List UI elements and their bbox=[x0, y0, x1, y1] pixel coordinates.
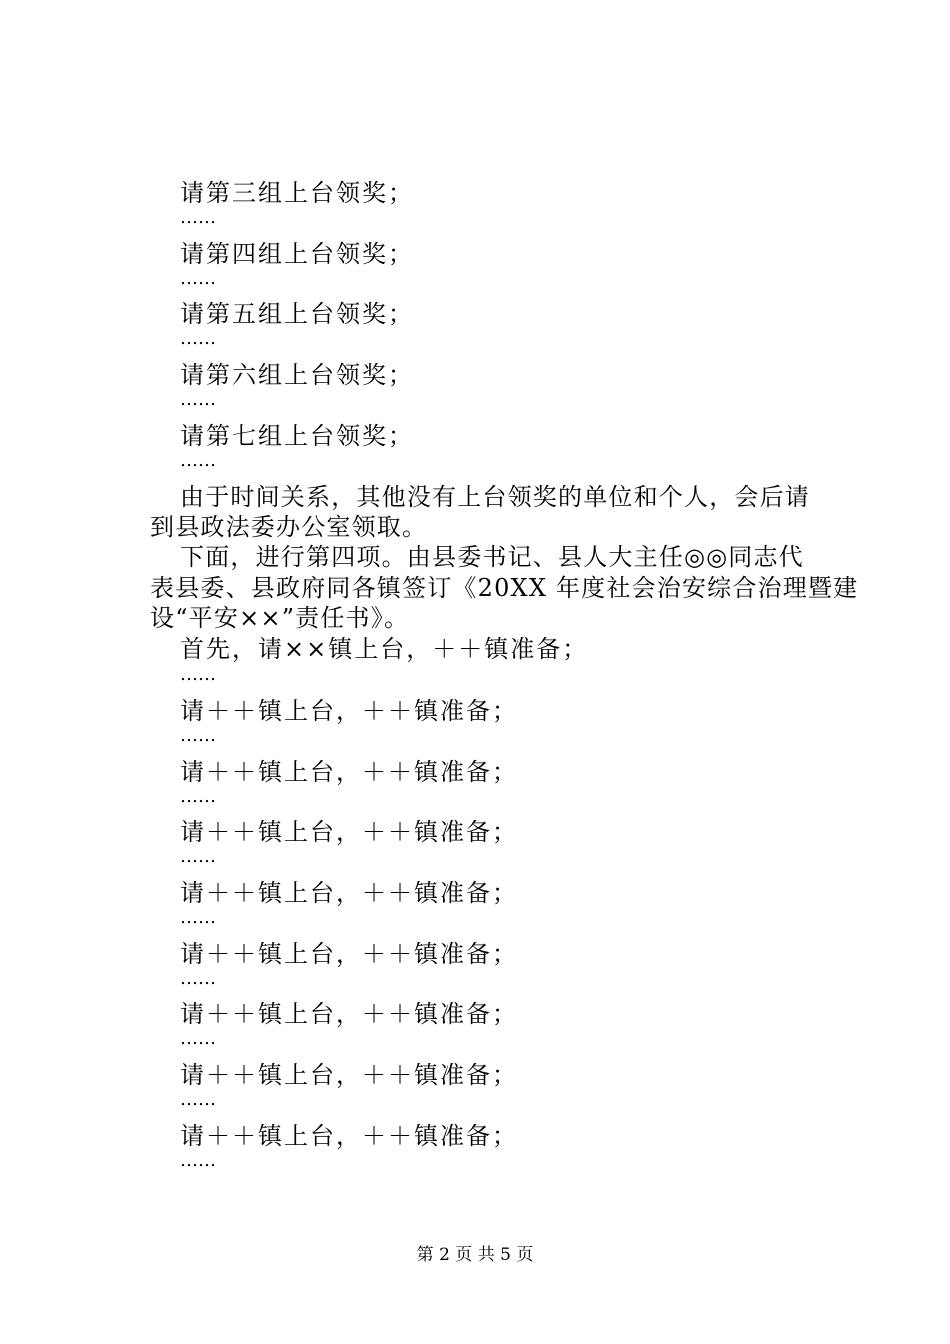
ellipsis-line: …… bbox=[180, 725, 216, 746]
ellipsis-line: …… bbox=[180, 207, 216, 228]
ellipsis-line: …… bbox=[180, 1150, 216, 1171]
text-line: 请＋＋镇上台，＋＋镇准备； bbox=[180, 818, 518, 846]
text-line: 请第三组上台领奖； bbox=[180, 179, 414, 207]
paragraph-line: 到县政法委办公室领取。 bbox=[150, 513, 428, 541]
paragraph-line: 设“平安××”责任书》。 bbox=[150, 604, 410, 632]
text-line: 请＋＋镇上台，＋＋镇准备； bbox=[180, 940, 518, 968]
text-line: 首先，请××镇上台，＋＋镇准备； bbox=[180, 635, 589, 663]
page-footer: 第 2 页 共 5 页 bbox=[416, 1245, 534, 1265]
ellipsis-line: …… bbox=[180, 968, 216, 989]
ellipsis-line: …… bbox=[180, 1028, 216, 1049]
ellipsis-line: …… bbox=[180, 1089, 216, 1110]
text-line: 请＋＋镇上台，＋＋镇准备； bbox=[180, 758, 518, 786]
text-line: 请第六组上台领奖； bbox=[180, 361, 414, 389]
ellipsis-line: …… bbox=[180, 268, 216, 289]
text-line: 请第七组上台领奖； bbox=[180, 422, 414, 450]
ellipsis-line: …… bbox=[180, 450, 216, 471]
text-line: 请第五组上台领奖； bbox=[180, 300, 414, 328]
text-line: 请＋＋镇上台，＋＋镇准备； bbox=[180, 1000, 518, 1028]
ellipsis-line: …… bbox=[180, 786, 216, 807]
text-line: 请第四组上台领奖； bbox=[180, 240, 414, 268]
text-line: 请＋＋镇上台，＋＋镇准备； bbox=[180, 879, 518, 907]
ellipsis-line: …… bbox=[180, 846, 216, 867]
text-line: 请＋＋镇上台，＋＋镇准备； bbox=[180, 1061, 518, 1089]
text-line: 请＋＋镇上台，＋＋镇准备； bbox=[180, 697, 518, 725]
text-line: 请＋＋镇上台，＋＋镇准备； bbox=[180, 1122, 518, 1150]
ellipsis-line: …… bbox=[180, 664, 216, 685]
paragraph-line: 由于时间关系，其他没有上台领奖的单位和个人，会后请 bbox=[180, 483, 810, 511]
paragraph-line: 表县委、县政府同各镇签订《20XX 年度社会治安综合治理暨建 bbox=[150, 574, 859, 602]
paragraph-line: 下面，进行第四项。由县委书记、县人大主任◎◎同志代 bbox=[180, 543, 804, 571]
ellipsis-line: …… bbox=[180, 328, 216, 349]
ellipsis-line: …… bbox=[180, 389, 216, 410]
ellipsis-line: …… bbox=[180, 907, 216, 928]
